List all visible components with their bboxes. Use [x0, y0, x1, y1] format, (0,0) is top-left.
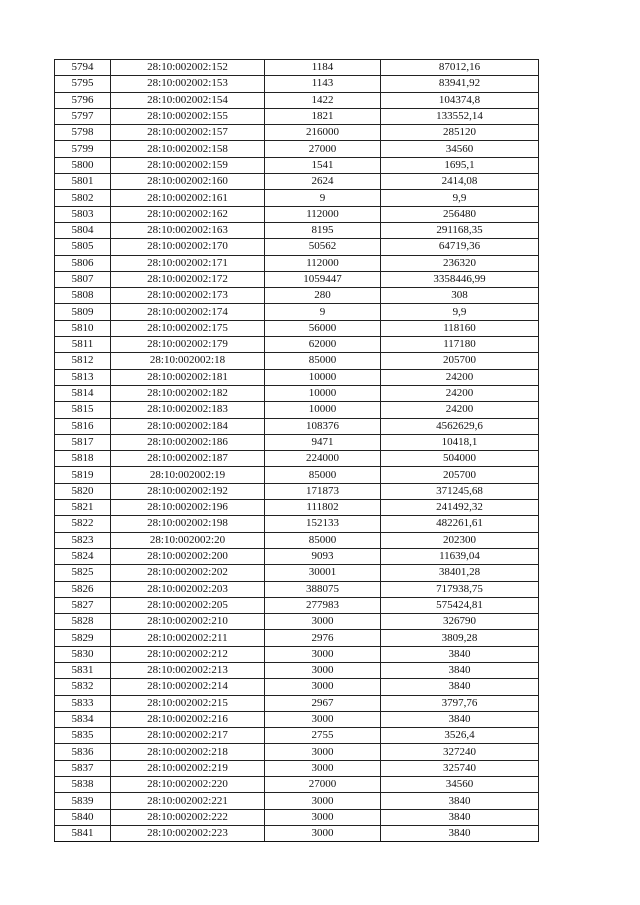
value-cell: 241492,32	[381, 500, 539, 516]
value-cell: 3840	[381, 662, 539, 678]
area-cell: 3000	[265, 825, 381, 841]
value-cell: 371245,68	[381, 483, 539, 499]
table-row	[55, 304, 539, 320]
row-number-cell: 5798	[55, 125, 111, 141]
table-row	[55, 108, 539, 124]
value-cell: 3840	[381, 793, 539, 809]
value-cell: 3840	[381, 679, 539, 695]
row-number-cell: 5813	[55, 369, 111, 385]
row-number-cell: 5834	[55, 711, 111, 727]
table-row	[55, 565, 539, 581]
row-number-cell: 5830	[55, 646, 111, 662]
value-cell: 3797,76	[381, 695, 539, 711]
value-cell: 326790	[381, 614, 539, 630]
cadastral-number-cell: 28:10:002002:172	[111, 271, 265, 287]
cadastral-number-cell: 28:10:002002:173	[111, 288, 265, 304]
area-cell: 27000	[265, 777, 381, 793]
row-number-cell: 5822	[55, 516, 111, 532]
row-number-cell: 5799	[55, 141, 111, 157]
cadastral-number-cell: 28:10:002002:158	[111, 141, 265, 157]
row-number-cell: 5831	[55, 662, 111, 678]
cadastral-number-cell: 28:10:002002:19	[111, 467, 265, 483]
cadastral-number-cell: 28:10:002002:192	[111, 483, 265, 499]
value-cell: 64719,36	[381, 239, 539, 255]
table-row	[55, 190, 539, 206]
area-cell: 27000	[265, 141, 381, 157]
area-cell: 9471	[265, 434, 381, 450]
cadastral-number-cell: 28:10:002002:162	[111, 206, 265, 222]
table-row	[55, 793, 539, 809]
table-row	[55, 662, 539, 678]
cadastral-number-cell: 28:10:002002:174	[111, 304, 265, 320]
row-number-cell: 5801	[55, 174, 111, 190]
row-number-cell: 5818	[55, 451, 111, 467]
cadastral-number-cell: 28:10:002002:175	[111, 320, 265, 336]
cadastral-number-cell: 28:10:002002:198	[111, 516, 265, 532]
row-number-cell: 5811	[55, 337, 111, 353]
table-row	[55, 630, 539, 646]
value-cell: 3526,4	[381, 728, 539, 744]
row-number-cell: 5837	[55, 760, 111, 776]
table-row	[55, 206, 539, 222]
table-row	[55, 222, 539, 238]
area-cell: 3000	[265, 809, 381, 825]
row-number-cell: 5794	[55, 60, 111, 76]
area-cell: 1821	[265, 108, 381, 124]
value-cell: 291168,35	[381, 222, 539, 238]
area-cell: 1541	[265, 157, 381, 173]
value-cell: 11639,04	[381, 548, 539, 564]
area-cell: 1184	[265, 60, 381, 76]
row-number-cell: 5825	[55, 565, 111, 581]
cadastral-number-cell: 28:10:002002:154	[111, 92, 265, 108]
table-body	[55, 60, 539, 842]
cadastral-number-cell: 28:10:002002:157	[111, 125, 265, 141]
value-cell: 34560	[381, 141, 539, 157]
row-number-cell: 5803	[55, 206, 111, 222]
cadastral-number-cell: 28:10:002002:211	[111, 630, 265, 646]
cadastral-number-cell: 28:10:002002:161	[111, 190, 265, 206]
cadastral-number-cell: 28:10:002002:216	[111, 711, 265, 727]
row-number-cell: 5797	[55, 108, 111, 124]
row-number-cell: 5836	[55, 744, 111, 760]
value-cell: 575424,81	[381, 597, 539, 613]
cadastral-number-cell: 28:10:002002:219	[111, 760, 265, 776]
row-number-cell: 5828	[55, 614, 111, 630]
cadastral-number-cell: 28:10:002002:182	[111, 385, 265, 401]
value-cell: 24200	[381, 385, 539, 401]
cadastral-number-cell: 28:10:002002:223	[111, 825, 265, 841]
value-cell: 117180	[381, 337, 539, 353]
table-row	[55, 434, 539, 450]
value-cell: 327240	[381, 744, 539, 760]
table-row	[55, 141, 539, 157]
table-row	[55, 239, 539, 255]
table-row	[55, 597, 539, 613]
table-row	[55, 157, 539, 173]
table-row	[55, 744, 539, 760]
area-cell: 62000	[265, 337, 381, 353]
value-cell: 256480	[381, 206, 539, 222]
row-number-cell: 5796	[55, 92, 111, 108]
row-number-cell: 5829	[55, 630, 111, 646]
table-row	[55, 500, 539, 516]
cadastral-number-cell: 28:10:002002:20	[111, 532, 265, 548]
table-row	[55, 646, 539, 662]
area-cell: 1422	[265, 92, 381, 108]
row-number-cell: 5815	[55, 402, 111, 418]
table-row	[55, 711, 539, 727]
value-cell: 205700	[381, 353, 539, 369]
area-cell: 280	[265, 288, 381, 304]
table-row	[55, 825, 539, 841]
area-cell: 85000	[265, 467, 381, 483]
row-number-cell: 5819	[55, 467, 111, 483]
area-cell: 3000	[265, 744, 381, 760]
value-cell: 308	[381, 288, 539, 304]
area-cell: 2967	[265, 695, 381, 711]
area-cell: 224000	[265, 451, 381, 467]
row-number-cell: 5814	[55, 385, 111, 401]
data-table	[54, 59, 539, 842]
table-row	[55, 614, 539, 630]
cadastral-number-cell: 28:10:002002:160	[111, 174, 265, 190]
row-number-cell: 5795	[55, 76, 111, 92]
cadastral-number-cell: 28:10:002002:196	[111, 500, 265, 516]
area-cell: 9	[265, 190, 381, 206]
area-cell: 2755	[265, 728, 381, 744]
row-number-cell: 5838	[55, 777, 111, 793]
table-row	[55, 174, 539, 190]
row-number-cell: 5832	[55, 679, 111, 695]
cadastral-number-cell: 28:10:002002:200	[111, 548, 265, 564]
area-cell: 10000	[265, 369, 381, 385]
area-cell: 1143	[265, 76, 381, 92]
row-number-cell: 5810	[55, 320, 111, 336]
value-cell: 24200	[381, 369, 539, 385]
cadastral-number-cell: 28:10:002002:213	[111, 662, 265, 678]
value-cell: 3840	[381, 646, 539, 662]
value-cell: 87012,16	[381, 60, 539, 76]
cadastral-number-cell: 28:10:002002:181	[111, 369, 265, 385]
row-number-cell: 5816	[55, 418, 111, 434]
area-cell: 8195	[265, 222, 381, 238]
table-row	[55, 353, 539, 369]
area-cell: 50562	[265, 239, 381, 255]
cadastral-number-cell: 28:10:002002:221	[111, 793, 265, 809]
table-row	[55, 369, 539, 385]
cadastral-number-cell: 28:10:002002:202	[111, 565, 265, 581]
cadastral-number-cell: 28:10:002002:214	[111, 679, 265, 695]
value-cell: 3840	[381, 809, 539, 825]
row-number-cell: 5812	[55, 353, 111, 369]
table-row	[55, 695, 539, 711]
row-number-cell: 5821	[55, 500, 111, 516]
table-row	[55, 532, 539, 548]
area-cell: 3000	[265, 679, 381, 695]
table-row	[55, 60, 539, 76]
value-cell: 9,9	[381, 190, 539, 206]
row-number-cell: 5841	[55, 825, 111, 841]
row-number-cell: 5802	[55, 190, 111, 206]
table-row	[55, 92, 539, 108]
value-cell: 10418,1	[381, 434, 539, 450]
value-cell: 34560	[381, 777, 539, 793]
table-row	[55, 679, 539, 695]
row-number-cell: 5817	[55, 434, 111, 450]
area-cell: 3000	[265, 662, 381, 678]
table-row	[55, 581, 539, 597]
value-cell: 2414,08	[381, 174, 539, 190]
area-cell: 3000	[265, 646, 381, 662]
table-row	[55, 271, 539, 287]
table-row	[55, 402, 539, 418]
value-cell: 482261,61	[381, 516, 539, 532]
table-row	[55, 467, 539, 483]
cadastral-number-cell: 28:10:002002:187	[111, 451, 265, 467]
area-cell: 85000	[265, 532, 381, 548]
value-cell: 9,9	[381, 304, 539, 320]
area-cell: 2624	[265, 174, 381, 190]
value-cell: 202300	[381, 532, 539, 548]
cadastral-number-cell: 28:10:002002:163	[111, 222, 265, 238]
area-cell: 10000	[265, 385, 381, 401]
table-row	[55, 728, 539, 744]
value-cell: 236320	[381, 255, 539, 271]
table-row	[55, 337, 539, 353]
table-row	[55, 255, 539, 271]
table-row	[55, 777, 539, 793]
row-number-cell: 5833	[55, 695, 111, 711]
cadastral-number-cell: 28:10:002002:215	[111, 695, 265, 711]
area-cell: 277983	[265, 597, 381, 613]
value-cell: 1695,1	[381, 157, 539, 173]
table-row	[55, 385, 539, 401]
value-cell: 4562629,6	[381, 418, 539, 434]
cadastral-number-cell: 28:10:002002:186	[111, 434, 265, 450]
value-cell: 717938,75	[381, 581, 539, 597]
table-row	[55, 418, 539, 434]
area-cell: 10000	[265, 402, 381, 418]
cadastral-number-cell: 28:10:002002:18	[111, 353, 265, 369]
value-cell: 285120	[381, 125, 539, 141]
value-cell: 504000	[381, 451, 539, 467]
value-cell: 3840	[381, 825, 539, 841]
cadastral-number-cell: 28:10:002002:184	[111, 418, 265, 434]
row-number-cell: 5807	[55, 271, 111, 287]
cadastral-number-cell: 28:10:002002:152	[111, 60, 265, 76]
cadastral-number-cell: 28:10:002002:170	[111, 239, 265, 255]
area-cell: 3000	[265, 711, 381, 727]
cadastral-number-cell: 28:10:002002:222	[111, 809, 265, 825]
value-cell: 104374,8	[381, 92, 539, 108]
area-cell: 9093	[265, 548, 381, 564]
value-cell: 118160	[381, 320, 539, 336]
value-cell: 24200	[381, 402, 539, 418]
area-cell: 171873	[265, 483, 381, 499]
value-cell: 205700	[381, 467, 539, 483]
cadastral-number-cell: 28:10:002002:218	[111, 744, 265, 760]
area-cell: 9	[265, 304, 381, 320]
table-row	[55, 809, 539, 825]
area-cell: 3000	[265, 760, 381, 776]
area-cell: 1059447	[265, 271, 381, 287]
area-cell: 56000	[265, 320, 381, 336]
cadastral-number-cell: 28:10:002002:217	[111, 728, 265, 744]
value-cell: 3840	[381, 711, 539, 727]
value-cell: 3809,28	[381, 630, 539, 646]
row-number-cell: 5809	[55, 304, 111, 320]
row-number-cell: 5826	[55, 581, 111, 597]
row-number-cell: 5827	[55, 597, 111, 613]
table-row	[55, 288, 539, 304]
area-cell: 112000	[265, 255, 381, 271]
cadastral-number-cell: 28:10:002002:153	[111, 76, 265, 92]
area-cell: 30001	[265, 565, 381, 581]
row-number-cell: 5824	[55, 548, 111, 564]
cadastral-number-cell: 28:10:002002:183	[111, 402, 265, 418]
cadastral-number-cell: 28:10:002002:210	[111, 614, 265, 630]
table-row	[55, 451, 539, 467]
table-row	[55, 76, 539, 92]
cadastral-number-cell: 28:10:002002:212	[111, 646, 265, 662]
row-number-cell: 5808	[55, 288, 111, 304]
area-cell: 111802	[265, 500, 381, 516]
area-cell: 85000	[265, 353, 381, 369]
table-row	[55, 516, 539, 532]
area-cell: 112000	[265, 206, 381, 222]
area-cell: 388075	[265, 581, 381, 597]
row-number-cell: 5839	[55, 793, 111, 809]
area-cell: 108376	[265, 418, 381, 434]
cadastral-number-cell: 28:10:002002:171	[111, 255, 265, 271]
cadastral-number-cell: 28:10:002002:220	[111, 777, 265, 793]
area-cell: 3000	[265, 614, 381, 630]
row-number-cell: 5805	[55, 239, 111, 255]
cadastral-number-cell: 28:10:002002:205	[111, 597, 265, 613]
value-cell: 83941,92	[381, 76, 539, 92]
table-row	[55, 320, 539, 336]
table-row	[55, 548, 539, 564]
row-number-cell: 5800	[55, 157, 111, 173]
table-row	[55, 125, 539, 141]
table-row	[55, 483, 539, 499]
cadastral-number-cell: 28:10:002002:155	[111, 108, 265, 124]
cadastral-number-cell: 28:10:002002:203	[111, 581, 265, 597]
value-cell: 133552,14	[381, 108, 539, 124]
area-cell: 216000	[265, 125, 381, 141]
area-cell: 3000	[265, 793, 381, 809]
row-number-cell: 5823	[55, 532, 111, 548]
row-number-cell: 5806	[55, 255, 111, 271]
value-cell: 3358446,99	[381, 271, 539, 287]
area-cell: 2976	[265, 630, 381, 646]
row-number-cell: 5840	[55, 809, 111, 825]
cadastral-number-cell: 28:10:002002:179	[111, 337, 265, 353]
row-number-cell: 5820	[55, 483, 111, 499]
cadastral-number-cell: 28:10:002002:159	[111, 157, 265, 173]
value-cell: 38401,28	[381, 565, 539, 581]
row-number-cell: 5835	[55, 728, 111, 744]
value-cell: 325740	[381, 760, 539, 776]
table-row	[55, 760, 539, 776]
area-cell: 152133	[265, 516, 381, 532]
row-number-cell: 5804	[55, 222, 111, 238]
